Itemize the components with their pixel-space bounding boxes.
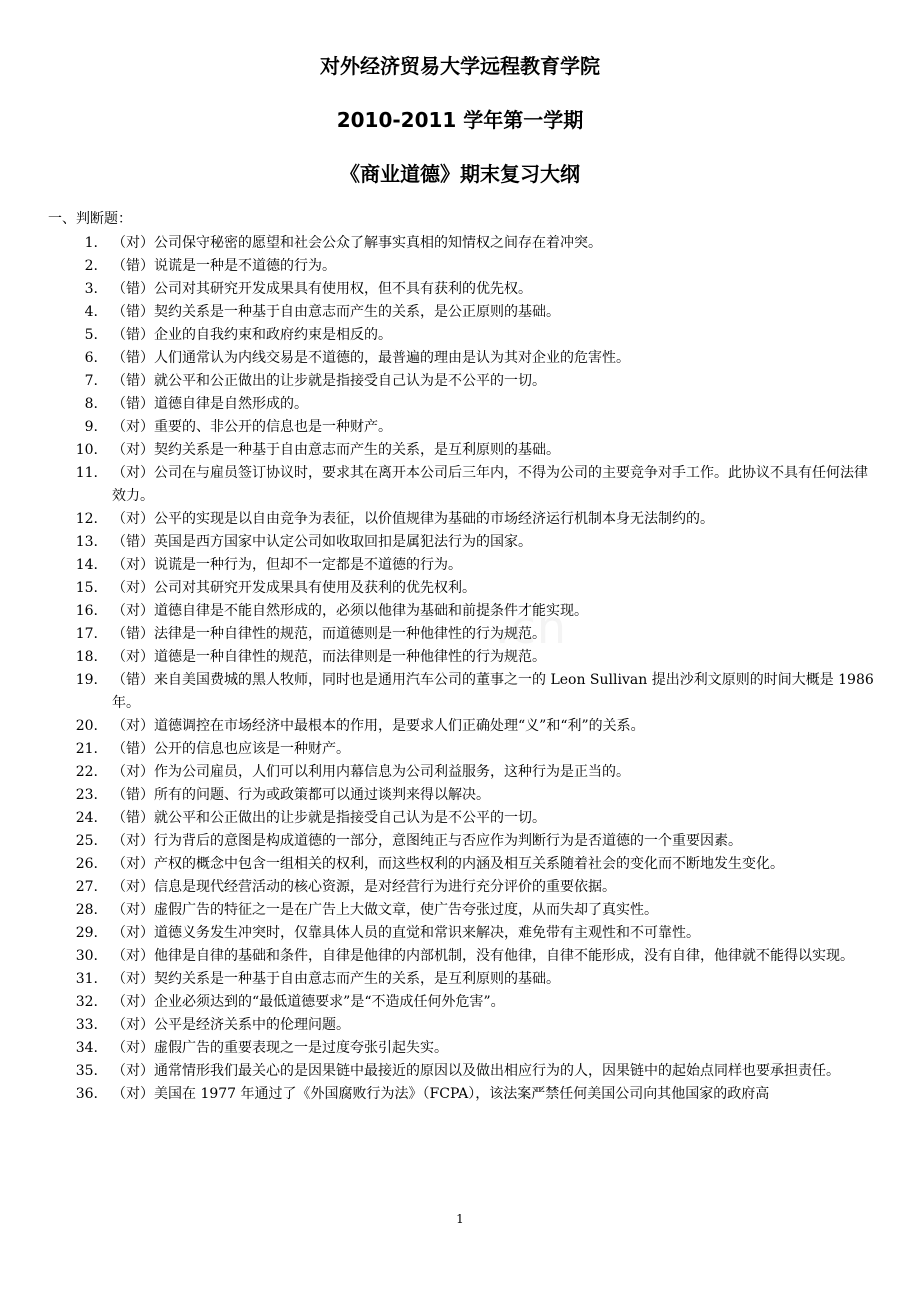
item-text: （对）公平的实现是以自由竞争为表征，以价值规律为基础的市场经济运行机制本身无法制约的。 <box>112 511 714 527</box>
item-text: （对）虚假广告的重要表现之一是过度夸张引起失实。 <box>112 1040 448 1056</box>
item-number: 24. <box>75 810 98 826</box>
item-number: 26. <box>75 856 98 872</box>
list-item <box>0 646 920 669</box>
item-text: （对）企业必须达到的“最低道德要求”是“不造成任何外危害”。 <box>112 994 505 1010</box>
item-number: 9. <box>84 419 98 435</box>
item-text: （对）行为背后的意图是构成道德的一部分，意图纯正与否应作为判断行为是否道德的一个重要因素。 <box>112 833 742 849</box>
list-item <box>0 554 920 577</box>
list-item <box>0 968 920 991</box>
list-item <box>0 531 920 554</box>
item-text: （对）公司在与雇员签订协议时，要求其在离开本公司后三年内，不得为公司的主要竞争对手工作。此协议不具有任何法律效力。 <box>112 465 868 504</box>
list-item <box>0 508 920 531</box>
list-item <box>0 945 920 968</box>
list-item <box>0 416 920 439</box>
list-item <box>0 255 920 278</box>
item-number: 34. <box>75 1040 98 1056</box>
list-item <box>0 853 920 876</box>
item-text: （错）契约关系是一种基于自由意志而产生的关系，是公正原则的基础。 <box>112 304 560 320</box>
item-text: （错）企业的自我约束和政府约束是相反的。 <box>112 327 392 343</box>
item-number: 13. <box>75 534 98 550</box>
item-text: （错）英国是西方国家中认定公司如收取回扣是属犯法行为的国家。 <box>112 534 532 550</box>
item-number: 12. <box>75 511 98 527</box>
item-number: 32. <box>75 994 98 1010</box>
item-number: 4. <box>84 304 98 320</box>
item-text: （对）公平是经济关系中的伦理问题。 <box>112 1017 350 1033</box>
item-number: 36. <box>75 1086 98 1102</box>
list-item <box>0 600 920 623</box>
item-text: （对）作为公司雇员，人们可以利用内幕信息为公司利益服务，这种行为是正当的。 <box>112 764 630 780</box>
watermark: .cn <box>495 600 568 654</box>
item-text: （错）人们通常认为内线交易是不道德的，最普遍的理由是认为其对企业的危害性。 <box>112 350 630 366</box>
item-number: 31. <box>75 971 98 987</box>
item-number: 20. <box>75 718 98 734</box>
item-number: 5. <box>84 327 98 343</box>
list-item <box>0 393 920 416</box>
item-text: （对）美国在 1977 年通过了《外国腐败行为法》（FCPA），该法案严禁任何美国公司向其他国家的政府高 <box>112 1086 770 1102</box>
list-item <box>0 830 920 853</box>
list-item <box>0 922 920 945</box>
item-text: （对）道德自律是不能自然形成的，必须以他律为基础和前提条件才能实现。 <box>112 603 588 619</box>
item-number: 35. <box>75 1063 98 1079</box>
list-item <box>0 669 920 715</box>
document-title: 对外经济贸易大学远程教育学院 <box>320 54 600 78</box>
item-text: （错）来自美国费城的黑人牧师，同时也是通用汽车公司的董事之一的 Leon Sullivan 提出沙利文原则的时间大概是 1986 年。 <box>112 672 874 711</box>
document-subject: 《商业道德》期末复习大纲 <box>340 162 580 186</box>
list-item <box>0 1014 920 1037</box>
item-number: 11. <box>75 465 98 481</box>
item-text: （对）契约关系是一种基于自由意志而产生的关系，是互利原则的基础。 <box>112 971 560 987</box>
item-number: 8. <box>84 396 98 412</box>
item-number: 27. <box>75 879 98 895</box>
item-number: 3. <box>84 281 98 297</box>
item-text: （对）信息是现代经营活动的核心资源，是对经营行为进行充分评价的重要依据。 <box>112 879 616 895</box>
item-number: 16. <box>75 603 98 619</box>
item-number: 14. <box>75 557 98 573</box>
item-text: （错）所有的问题、行为或政策都可以通过谈判来得以解决。 <box>112 787 490 803</box>
item-text: （对）道德调控在市场经济中最根本的作用，是要求人们正确处理“义”和“利”的关系。 <box>112 718 645 734</box>
list-item <box>0 784 920 807</box>
list-item <box>0 439 920 462</box>
item-number: 21. <box>75 741 98 757</box>
list-item <box>0 738 920 761</box>
list-item <box>0 1083 920 1106</box>
item-number: 18. <box>75 649 98 665</box>
list-item <box>0 807 920 830</box>
list-item <box>0 370 920 393</box>
item-text: （对）公司保守秘密的愿望和社会公众了解事实真相的知情权之间存在着冲突。 <box>112 235 602 251</box>
item-number: 22. <box>75 764 98 780</box>
item-text: （对）他律是自律的基础和条件，自律是他律的内部机制，没有他律，自律不能形成，没有自律，他律就不能得以实现。 <box>112 948 854 964</box>
item-number: 17. <box>75 626 98 642</box>
item-number: 15. <box>75 580 98 596</box>
item-text: （对）公司对其研究开发成果具有使用及获利的优先权利。 <box>112 580 476 596</box>
item-text: （错）公开的信息也应该是一种财产。 <box>112 741 350 757</box>
section-heading: 一、判断题： <box>48 211 132 227</box>
list-item <box>0 232 920 255</box>
item-number: 28. <box>75 902 98 918</box>
item-text: （错）道德自律是自然形成的。 <box>112 396 308 412</box>
list-item <box>0 462 920 508</box>
item-number: 19. <box>75 672 98 688</box>
item-text: （对）道德是一种自律性的规范，而法律则是一种他律性的行为规范。 <box>112 649 546 665</box>
item-number: 6. <box>84 350 98 366</box>
item-text: （对）说谎是一种行为，但却不一定都是不道德的行为。 <box>112 557 462 573</box>
document-term: 2010-2011 学年第一学期 <box>336 108 584 132</box>
item-text: （对）产权的概念中包含一组相关的权利，而这些权利的内涵及相互关系随着社会的变化而不断地发生变化。 <box>112 856 784 872</box>
item-number: 10. <box>75 442 98 458</box>
list-item <box>0 347 920 370</box>
question-list <box>0 232 920 1106</box>
item-text: （对）虚假广告的特征之一是在广告上大做文章，使广告夸张过度，从而失却了真实性。 <box>112 902 658 918</box>
item-text: （错）说谎是一种是不道德的行为。 <box>112 258 336 274</box>
list-item <box>0 577 920 600</box>
item-text: （错）法律是一种自律性的规范，而道德则是一种他律性的行为规范。 <box>112 626 546 642</box>
item-text: （对）道德义务发生冲突时，仅靠具体人员的直觉和常识来解决，难免带有主观性和不可靠性。 <box>112 925 700 941</box>
list-item <box>0 876 920 899</box>
item-text: （错）公司对其研究开发成果具有使用权，但不具有获利的优先权。 <box>112 281 532 297</box>
item-text: （对）契约关系是一种基于自由意志而产生的关系，是互利原则的基础。 <box>112 442 560 458</box>
item-number: 23. <box>75 787 98 803</box>
list-item <box>0 761 920 784</box>
item-number: 30. <box>75 948 98 964</box>
list-item <box>0 899 920 922</box>
list-item <box>0 301 920 324</box>
item-number: 33. <box>75 1017 98 1033</box>
item-number: 25. <box>75 833 98 849</box>
item-text: （对）重要的、非公开的信息也是一种财产。 <box>112 419 392 435</box>
item-text: （错）就公平和公正做出的让步就是指接受自己认为是不公平的一切。 <box>112 373 546 389</box>
item-text: （错）就公平和公正做出的让步就是指接受自己认为是不公平的一切。 <box>112 810 546 826</box>
page-number: 1 <box>456 1212 464 1226</box>
item-number: 7. <box>84 373 98 389</box>
list-item <box>0 623 920 646</box>
item-text: （对）通常情形我们最关心的是因果链中最接近的原因以及做出相应行为的人，因果链中的起始点同样也要承担责任。 <box>112 1063 840 1079</box>
list-item <box>0 1060 920 1083</box>
list-item <box>0 324 920 347</box>
list-item <box>0 1037 920 1060</box>
item-number: 29. <box>75 925 98 941</box>
list-item <box>0 991 920 1014</box>
list-item <box>0 278 920 301</box>
list-item <box>0 715 920 738</box>
item-number: 2. <box>84 258 98 274</box>
item-number: 1. <box>84 235 98 251</box>
